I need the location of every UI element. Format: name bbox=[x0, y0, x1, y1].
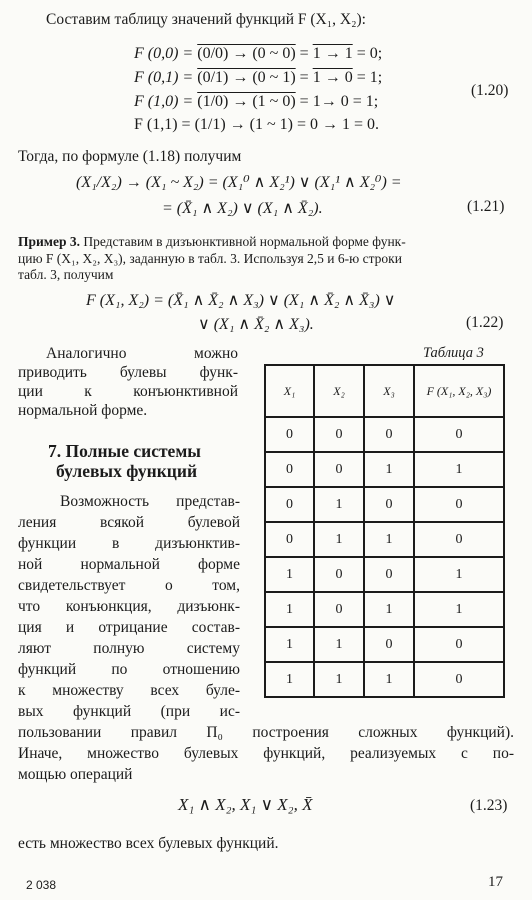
example-line3: табл. 3, получим bbox=[18, 267, 114, 282]
eq-number-122: (1.22) bbox=[466, 314, 504, 331]
analog-line1: Аналогично можно bbox=[46, 345, 238, 362]
table-row: 0 0 1 1 bbox=[265, 452, 504, 487]
header-x1: X₁ bbox=[265, 365, 314, 417]
table-caption: Таблица 3 bbox=[423, 345, 484, 361]
full-line-2: Иначе, множество булевых функций, реализуемых с по- bbox=[18, 745, 514, 762]
para-line-4: ной нормальной форме bbox=[18, 556, 240, 573]
eq122-line2: ∨ (X₁ ∧ X̄₂ ∧ X₃). bbox=[198, 316, 314, 333]
table-row: 0 1 0 0 bbox=[265, 487, 504, 522]
analog-line2: приводить булевы функ- bbox=[18, 364, 238, 381]
table-row: 0 0 0 0 bbox=[265, 417, 504, 452]
eq121-line2: = (X̄₁ ∧ X₂) ∨ (X₁ ∧ X̄₂). bbox=[162, 200, 323, 217]
final-line: есть множество всех булевых функций. bbox=[18, 835, 279, 852]
eq123-formula: X₁ ∧ X₂, X₁ ∨ X₂, X̄ bbox=[178, 795, 313, 814]
header-x3: X₃ bbox=[364, 365, 414, 417]
then-text: Тогда, по формуле (1.18) получим bbox=[18, 148, 242, 165]
table-row: 1 1 0 0 bbox=[265, 627, 504, 662]
eq-row-3: F (1,0) = (1/0) → (1 ~ 0) = 1→ 0 = 1; bbox=[134, 93, 379, 110]
para-line-3: функции в дизъюнктив- bbox=[18, 535, 240, 552]
para-line-8: ляют полную систему bbox=[18, 640, 240, 657]
table-row: 1 0 1 1 bbox=[265, 592, 504, 627]
header-f: F (X₁, X₂, X₃) bbox=[414, 365, 504, 417]
example-line2: цию F (X₁, X₂, X₃), заданную в табл. 3. Используя 2,5 и 6-ю строки bbox=[18, 251, 402, 266]
para-line-10: к множеству всех буле- bbox=[18, 682, 240, 699]
eq-row-2: F (0,1) = (0/1) → (0 ~ 1) = 1 → 0 = 1; bbox=[134, 69, 383, 86]
eq122-line1: F (X₁, X₂) = (X̄₁ ∧ X̄₂ ∧ X₃) ∨ (X₁ ∧ X̄₂ ∧ X̄₃) ∨ bbox=[86, 292, 396, 309]
section-title-line2: булевых функций bbox=[56, 461, 198, 481]
para-line-2: ления всякой булевой bbox=[18, 514, 240, 531]
analog-line3: ции к конъюнктивной bbox=[18, 383, 238, 400]
example-line1: Пример 3. Представим в дизъюнктивной нормальной форме функ- bbox=[18, 234, 406, 249]
section-title-line1: 7. Полные системы bbox=[48, 441, 201, 461]
para-line-5: свидетельствует о том, bbox=[18, 577, 240, 594]
table-row: 0 1 1 0 bbox=[265, 522, 504, 557]
para-line-1: Возможность представ- bbox=[60, 493, 240, 510]
page-number: 17 bbox=[488, 874, 503, 890]
table-header-row bbox=[265, 365, 504, 417]
truth-table bbox=[264, 364, 505, 698]
header-x2: X₂ bbox=[314, 365, 364, 417]
eq-row-1: F (0,0) = (0/0) → (0 ~ 0) = 1 → 1 = 0; bbox=[134, 45, 383, 62]
example-label: Пример 3. bbox=[18, 234, 80, 249]
full-line-3: мощью операций bbox=[18, 766, 133, 783]
table-row: 1 0 0 1 bbox=[265, 557, 504, 592]
eq-number-120: (1.20) bbox=[471, 82, 509, 99]
para-line-7: ция и отрицание состав- bbox=[18, 619, 240, 636]
table-row: 1 1 1 0 bbox=[265, 662, 504, 697]
para-line-6: что конъюнкция, дизъюнк- bbox=[18, 598, 240, 615]
intro-text: Составим таблицу значений функций F (X₁, X₂): bbox=[46, 11, 366, 28]
analog-line4: нормальной форме. bbox=[18, 402, 148, 419]
para-line-9: функций по отношению bbox=[18, 661, 240, 678]
footer-signature: 2 038 bbox=[26, 878, 57, 892]
full-line-1: пользовании правил П₀ построения сложных функций). bbox=[18, 724, 514, 741]
para-line-11: вых функций (при ис- bbox=[18, 703, 240, 720]
eq-row-4: F (1,1) = (1/1) → (1 ~ 1) = 0 → 1 = 0. bbox=[134, 116, 380, 133]
eq-number-123: (1.23) bbox=[470, 797, 508, 814]
eq121-line1: (X₁/X₂) → (X₁ ~ X₂) = (X₁⁰ ∧ X₂¹) ∨ (X₁¹ ∧ X₂⁰) = bbox=[76, 174, 402, 191]
eq-number-121: (1.21) bbox=[467, 198, 505, 215]
